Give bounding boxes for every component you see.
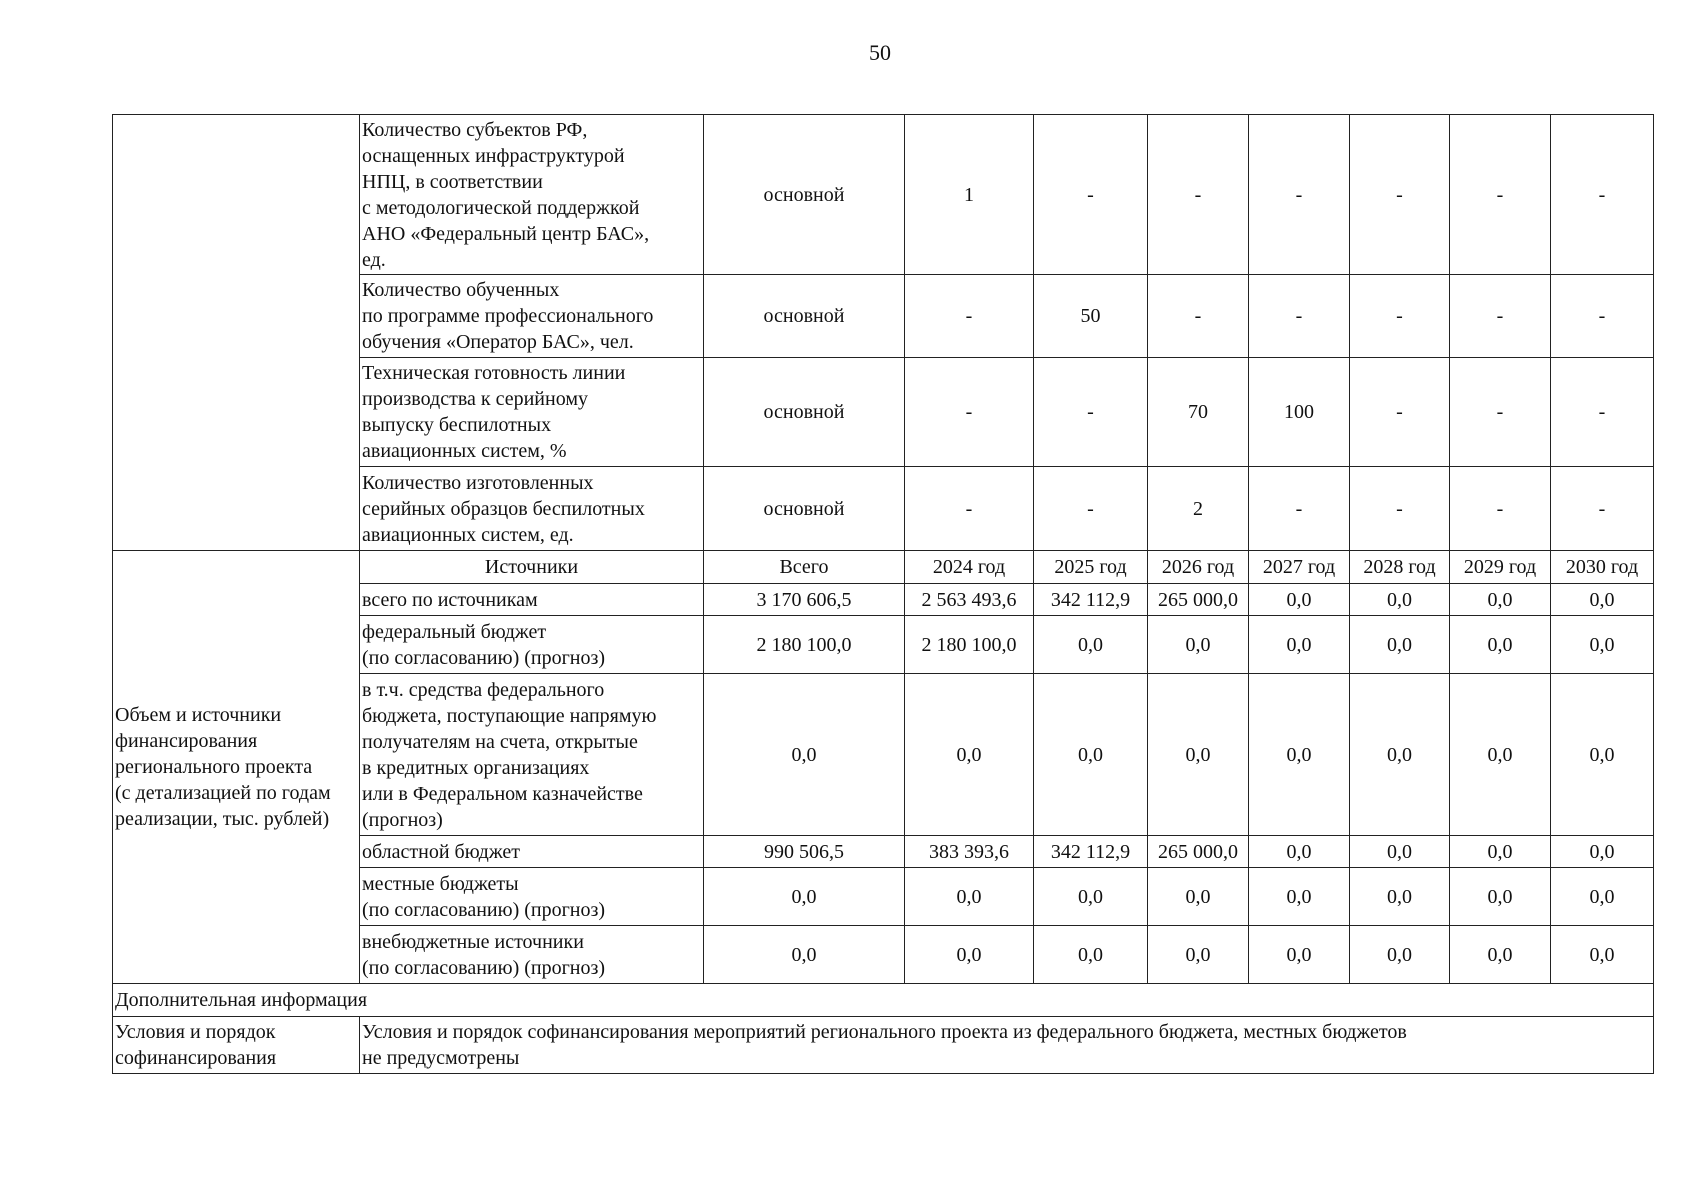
cofinancing-text: Условия и порядок софинансирования мероприятий регионального проекта из федерального бюджета, местных бюджетов не предусмотрены <box>360 1017 1654 1074</box>
indicator-value-2028: - <box>1350 358 1450 467</box>
indicator-name: Техническая готовность линии производства к серийному выпуску беспилотных авиационных систем, % <box>360 358 704 467</box>
financing-2029: 0,0 <box>1450 836 1551 868</box>
header-2029: 2029 год <box>1450 551 1551 584</box>
indicator-value-2027: - <box>1249 275 1350 358</box>
indicator-row <box>113 115 1654 275</box>
financing-2028: 0,0 <box>1350 836 1450 868</box>
financing-2030: 0,0 <box>1551 836 1654 868</box>
indicator-value-2026: - <box>1148 275 1249 358</box>
header-2027: 2027 год <box>1249 551 1350 584</box>
indicator-value-2026: - <box>1148 115 1249 275</box>
financing-source: в т.ч. средства федерального бюджета, поступающие напрямую получателям на счета, открытые в кредитных организациях или в Федеральном казначействе (прогноз) <box>360 674 704 836</box>
indicator-value-2024: 1 <box>905 115 1034 275</box>
indicator-value-2025: - <box>1034 467 1148 551</box>
cofinancing-label: Условия и порядок софинансирования <box>113 1017 360 1074</box>
indicator-value-2029: - <box>1450 467 1551 551</box>
financing-2030: 0,0 <box>1551 584 1654 616</box>
indicator-type: основной <box>704 275 905 358</box>
financing-total: 0,0 <box>704 868 905 926</box>
indicator-value-2025: 50 <box>1034 275 1148 358</box>
financing-source: местные бюджеты (по согласованию) (прогноз) <box>360 868 704 926</box>
indicator-value-2029: - <box>1450 275 1551 358</box>
header-2025: 2025 год <box>1034 551 1148 584</box>
indicator-value-2030: - <box>1551 275 1654 358</box>
financing-total: 0,0 <box>704 926 905 984</box>
additional-info-heading: Дополнительная информация <box>113 984 1654 1017</box>
indicator-name: Количество изготовленных серийных образцов беспилотных авиационных систем, ед. <box>360 467 704 551</box>
header-2024: 2024 год <box>905 551 1034 584</box>
financing-total: 3 170 606,5 <box>704 584 905 616</box>
financing-2028: 0,0 <box>1350 674 1450 836</box>
indicator-value-2027: - <box>1249 467 1350 551</box>
financing-2030: 0,0 <box>1551 926 1654 984</box>
financing-2026: 0,0 <box>1148 926 1249 984</box>
financing-2024: 383 393,6 <box>905 836 1034 868</box>
financing-2026: 0,0 <box>1148 868 1249 926</box>
financing-2027: 0,0 <box>1249 926 1350 984</box>
financing-2029: 0,0 <box>1450 616 1551 674</box>
financing-2026: 0,0 <box>1148 674 1249 836</box>
indicator-value-2030: - <box>1551 358 1654 467</box>
financing-header-row <box>113 551 1654 584</box>
financing-2028: 0,0 <box>1350 616 1450 674</box>
page-number: 50 <box>869 40 891 65</box>
financing-2025: 0,0 <box>1034 674 1148 836</box>
financing-2030: 0,0 <box>1551 616 1654 674</box>
header-total: Всего <box>704 551 905 584</box>
financing-2027: 0,0 <box>1249 674 1350 836</box>
financing-2024: 2 563 493,6 <box>905 584 1034 616</box>
financing-total: 2 180 100,0 <box>704 616 905 674</box>
financing-source: внебюджетные источники (по согласованию) (прогноз) <box>360 926 704 984</box>
financing-2029: 0,0 <box>1450 926 1551 984</box>
indicator-name: Количество обученных по программе профессионального обучения «Оператор БАС», чел. <box>360 275 704 358</box>
indicator-value-2027: 100 <box>1249 358 1350 467</box>
financing-2024: 0,0 <box>905 926 1034 984</box>
financing-2025: 0,0 <box>1034 868 1148 926</box>
financing-2026: 265 000,0 <box>1148 836 1249 868</box>
financing-2028: 0,0 <box>1350 926 1450 984</box>
indicator-name: Количество субъектов РФ, оснащенных инфраструктурой НПЦ, в соответствии с методологической поддержкой АНО «Федеральный центр БАС», ед. <box>360 115 704 275</box>
financing-2024: 0,0 <box>905 674 1034 836</box>
financing-source: всего по источникам <box>360 584 704 616</box>
financing-2029: 0,0 <box>1450 868 1551 926</box>
indicator-value-2024: - <box>905 275 1034 358</box>
cofinancing-row <box>113 1017 1654 1074</box>
indicator-value-2028: - <box>1350 275 1450 358</box>
financing-2030: 0,0 <box>1551 868 1654 926</box>
financing-source: федеральный бюджет (по согласованию) (прогноз) <box>360 616 704 674</box>
additional-info-heading-row <box>113 984 1654 1017</box>
indicator-type: основной <box>704 358 905 467</box>
financing-2025: 0,0 <box>1034 926 1148 984</box>
financing-2026: 0,0 <box>1148 616 1249 674</box>
indicator-value-2024: - <box>905 358 1034 467</box>
indicator-value-2029: - <box>1450 115 1551 275</box>
financing-2024: 2 180 100,0 <box>905 616 1034 674</box>
indicator-value-2025: - <box>1034 358 1148 467</box>
financing-source: областной бюджет <box>360 836 704 868</box>
header-2026: 2026 год <box>1148 551 1249 584</box>
financing-2027: 0,0 <box>1249 868 1350 926</box>
financing-total: 990 506,5 <box>704 836 905 868</box>
financing-label: Объем и источники финансирования регионального проекта (с детализацией по годам реализации, тыс. рублей) <box>113 551 360 984</box>
financing-2028: 0,0 <box>1350 584 1450 616</box>
financing-2026: 265 000,0 <box>1148 584 1249 616</box>
indicator-value-2026: 2 <box>1148 467 1249 551</box>
empty-label-cell <box>113 115 360 551</box>
indicator-value-2024: - <box>905 467 1034 551</box>
financing-2024: 0,0 <box>905 868 1034 926</box>
header-2030: 2030 год <box>1551 551 1654 584</box>
financing-2029: 0,0 <box>1450 674 1551 836</box>
indicator-value-2025: - <box>1034 115 1148 275</box>
financing-2027: 0,0 <box>1249 836 1350 868</box>
indicator-type: основной <box>704 115 905 275</box>
financing-2027: 0,0 <box>1249 616 1350 674</box>
financing-2025: 342 112,9 <box>1034 584 1148 616</box>
regional-project-table <box>112 114 1654 1074</box>
financing-2029: 0,0 <box>1450 584 1551 616</box>
indicator-value-2028: - <box>1350 467 1450 551</box>
financing-2027: 0,0 <box>1249 584 1350 616</box>
financing-2030: 0,0 <box>1551 674 1654 836</box>
indicator-type: основной <box>704 467 905 551</box>
financing-2028: 0,0 <box>1350 868 1450 926</box>
header-2028: 2028 год <box>1350 551 1450 584</box>
financing-2025: 342 112,9 <box>1034 836 1148 868</box>
indicator-value-2029: - <box>1450 358 1551 467</box>
indicator-value-2030: - <box>1551 467 1654 551</box>
indicator-value-2030: - <box>1551 115 1654 275</box>
financing-2025: 0,0 <box>1034 616 1148 674</box>
financing-total: 0,0 <box>704 674 905 836</box>
indicator-value-2026: 70 <box>1148 358 1249 467</box>
indicator-value-2028: - <box>1350 115 1450 275</box>
indicator-value-2027: - <box>1249 115 1350 275</box>
header-sources: Источники <box>360 551 704 584</box>
